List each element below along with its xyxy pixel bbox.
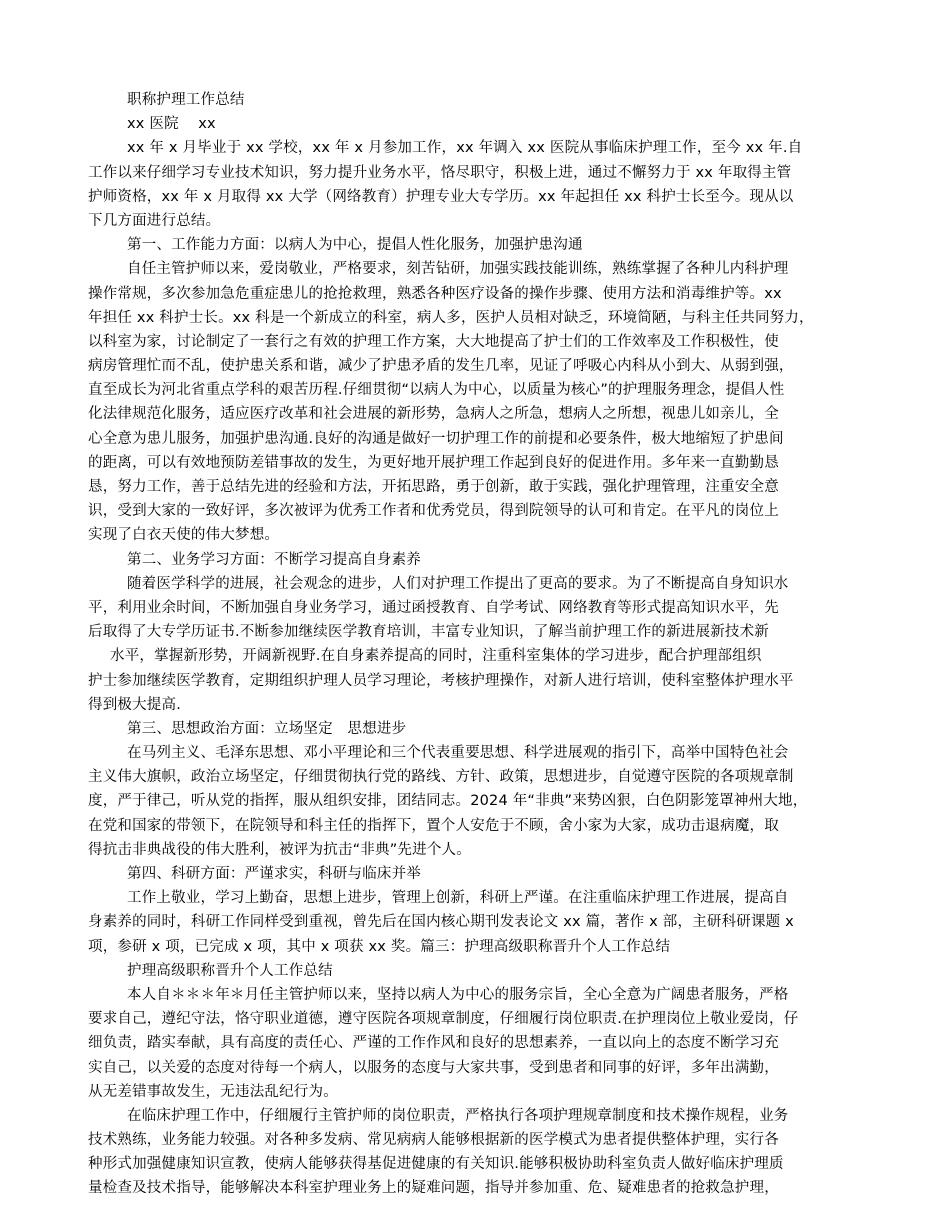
text-line: 得抗击非典战役的伟大胜利，被评为抗击“非典”先进个人。 (88, 841, 471, 858)
text-line: 第四、科研方面：严谨求实，科研与临床并举 (127, 866, 421, 882)
text-line: 量检查及技术指导，能够解决本科室护理业务上的疑难问题，指导并参加重、危、疑难患者的抢救急护理， (88, 1180, 779, 1197)
text-line: 技术熟练，业务能力较强。对各种多发病、常见病病人能够根据新的医学模式为患者提供整体护理，实行各 (88, 1132, 779, 1149)
text-line: 随着医学科学的进展，社会观念的进步，人们对护理工作提出了更高的要求。为了不断提高自身知识水 (127, 575, 789, 592)
text-line: 病房管理忙而不乱，使护患关系和谐，减少了护患矛盾的发生几率，见证了呼吸心内科从小到大、从弱到强， (88, 358, 794, 375)
text-line: 识，受到大家的一致好评，多次被评为优秀工作者和优秀党员，得到院领导的认可和肯定。在平凡的岗位上 (88, 503, 779, 520)
text-line: 从无差错事故发生，无违法乱纪行为。 (88, 1083, 338, 1100)
text-line: 年担任 xx 科护士长。xx 科是一个新成立的科室，病人多，医护人员相对缺乏，环境简陋，与科主任共同努力， (88, 309, 814, 326)
text-line: xx 年 x 月毕业于 xx 学校，xx 年 x 月参加工作，xx 年调入 xx 医院从事临床护理工作，至今 xx 年.自 (127, 140, 803, 157)
text-line: 细负责，踏实奉献，具有高度的责任心、严谨的工作作风和良好的思想素养，一直以向上的态度不断学习充 (88, 1035, 779, 1052)
text-line: 本人自＊＊＊年＊月任主管护师以来，坚持以病人为中心的服务宗旨，全心全意为广阔患者服务，严格 (127, 986, 789, 1003)
text-line: 第三、思想政治方面：立场坚定 思想进步 (127, 720, 407, 737)
text-line: 工作上敬业，学习上勤奋，思想上进步，管理上创新，科研上严谨。在注重临床护理工作进展，提高自 (127, 890, 789, 907)
text-line: 度，严于律己，听从党的指挥，服从组织安排，团结同志。2024 年“非典”来势凶狠，白色阴影笼罩神州大地， (88, 793, 808, 810)
text-line: 护士参加继续医学教育，定期组织护理人员学习理论，考核护理操作，对新人进行培训，使科室整体护理水平 (88, 672, 794, 689)
text-line: 得到极大提高. (88, 696, 182, 713)
document-body (88, 88, 868, 1201)
text-line: 主义伟大旗帜，政治立场坚定，仔细贯彻执行党的路线、方针、政策，思想进步，自觉遵守医院的各项规章制 (88, 769, 794, 786)
document-title: 职称护理工作总结 (127, 92, 245, 108)
text-line: 后取得了大专学历证书.不断参加继续医学教育培训，丰富专业知识，了解当前护理工作的新进展新技术新 (88, 624, 770, 641)
text-line: 要求自己，遵纪守法，恪守职业道德，遵守医院各项规章制度，仔细履行岗位职责.在护理岗位上敬业爱岗，仔 (88, 1011, 799, 1028)
text-line: 第二、业务学习方面：不断学习提高自身素养 (127, 551, 421, 568)
text-line: 的距离，可以有效地预防差错事故的发生，为更好地开展护理工作起到良好的促进作用。多年来一直勤勤恳 (88, 454, 779, 471)
text-line: 自任主管护师以来，爱岗敬业，严格要求，刻苦钻研，加强实践技能训练，熟练掌握了各种儿内科护理 (127, 261, 789, 278)
text-line: 恳，努力工作，善于总结先进的经验和方法，开拓思路，勇于创新，敢于实践，强化护理管理，注重安全意 (88, 479, 779, 495)
text-line: 心全意为患儿服务，加强护患沟通.良好的沟通是做好一切护理工作的前提和必要条件，极大地缩短了护患间 (88, 430, 784, 447)
text-line: 工作以来仔细学习专业技术知识，努力提升业务水平，恪尽职守，积极上进，通过不懈努力于 xx 年取得主管 (88, 164, 792, 181)
text-line: 护理高级职称晋升个人工作总结 (127, 962, 333, 979)
text-line: 身素养的同时，科研工作同样受到重视，曾先后在国内核心期刊发表论文 xx 篇，著作 x 部，主研科研课题 x (88, 914, 794, 931)
text-line: 种形式加强健康知识宣教，使病人能够获得基促进健康的有关知识.能够积极协助科室负责人做好临床护理质 (88, 1156, 784, 1173)
text-line: 操作常规，多次参加急危重症患儿的抢抢救理，熟悉各种医疗设备的操作步骤、使用方法和消毒维护等。xx (88, 285, 782, 302)
text-line: 以科室为家，讨论制定了一套行之有效的护理工作方案，大大地提高了护士们的工作效率及工作积极性，使 (88, 333, 779, 350)
text-line: 项，参研 x 项，已完成 x 项，其中 x 项获 xx 奖。篇三：护理高级职称晋升个人工作总结 (88, 938, 671, 955)
text-line: 实现了白衣天使的伟大梦想。 (88, 527, 280, 544)
text-line: 化法律规范化服务，适应医疗改革和社会进展的新形势，急病人之所急，想病人之所想，视患儿如亲儿，全 (88, 406, 779, 423)
text-line: 在临床护理工作中，仔细履行主管护师的岗位职责，严格执行各项护理规章制度和技术操作规程，业务 (127, 1107, 789, 1124)
text-line: xx 医院 xx (127, 116, 216, 133)
text-line: 实自己，以关爱的态度对待每一个病人，以服务的态度与大家共事，受到患者和同事的好评，多年出满勤， (88, 1059, 779, 1076)
text-line: 直至成长为河北省重点学科的艰苦历程.仔细贯彻“以病人为中心，以质量为核心”的护理服务理念，提倡人性 (88, 382, 785, 399)
text-line: 在马列主义、毛泽东思想、邓小平理论和三个代表重要思想、科学进展观的指引下，高举中国特色社会 (127, 745, 789, 762)
text-line: 第一、工作能力方面：以病人为中心，提倡人性化服务，加强护患沟通 (127, 237, 583, 254)
text-line: 在党和国家的带领下，在院领导和科主任的指挥下，置个人安危于不顾，舍小家为大家，成功击退病魔，取 (88, 817, 779, 834)
text-line: 护师资格，xx 年 x 月取得 xx 大学（网络教育）护理专业大专学历。xx 年起担任 xx 科护士长至今。现从以 (88, 188, 794, 205)
text-line: 平，利用业余时间，不断加强自身业务学习，通过函授教育、自学考试、网络教育等形式提高知识水平，先 (88, 599, 779, 616)
text-line: 下几方面进行总结。 (88, 212, 221, 229)
text-line: 水平，掌握新形势，开阔新视野.在自身素养提高的同时，注重科室集体的学习进步，配合护理部组织 (110, 648, 762, 665)
